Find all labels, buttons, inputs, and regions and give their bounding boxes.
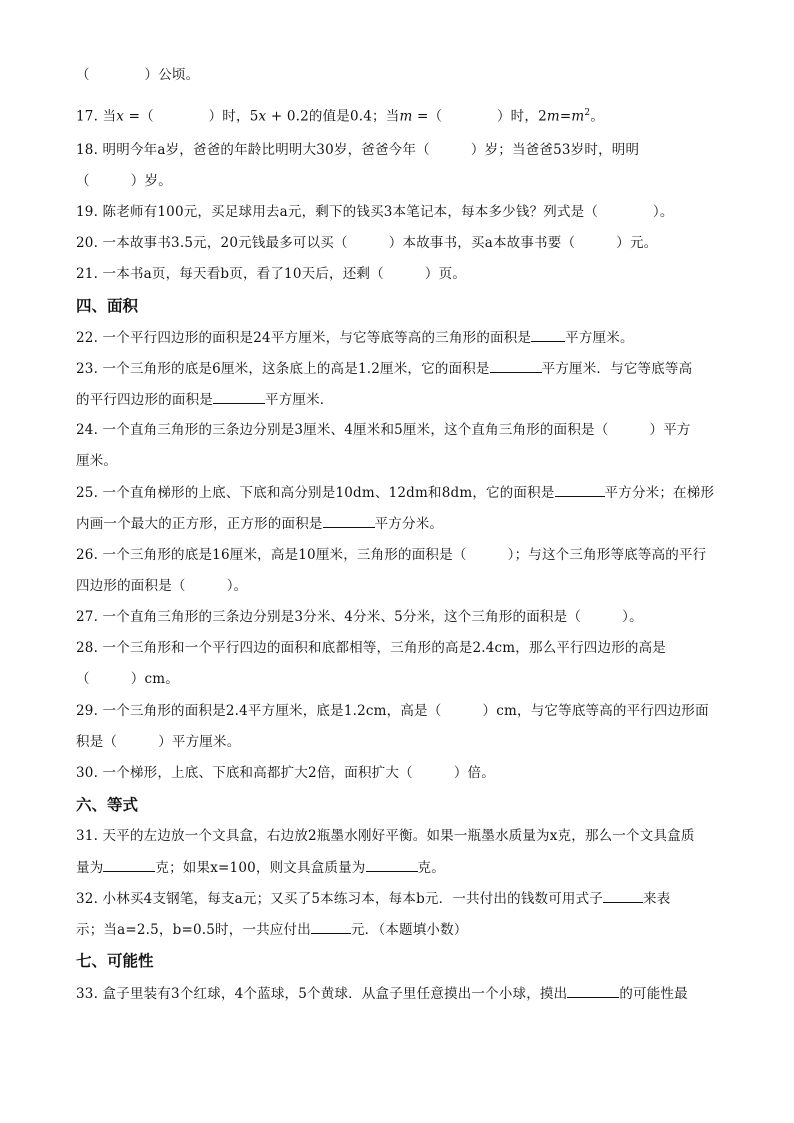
question-26-line2 (76, 577, 247, 595)
question-27 (76, 608, 643, 626)
question-23-line2 (76, 390, 334, 409)
math-var: m (399, 108, 413, 125)
answer-blank[interactable] (213, 390, 265, 404)
question-21 (76, 265, 466, 283)
text: 平方分米；在梯形 (604, 485, 715, 501)
question-20 (76, 234, 657, 252)
question-30 (76, 764, 495, 782)
question-18-line2 (76, 172, 172, 190)
answer-blank[interactable] (103, 858, 155, 872)
question-32-line2 (76, 920, 468, 939)
text: 来表 (643, 891, 671, 907)
answer-blank[interactable] (567, 984, 619, 998)
question-25-line1 (76, 483, 714, 502)
text: 元．（本题填小数） (350, 922, 468, 938)
text: （ ）岁。 (76, 173, 172, 189)
answer-blank[interactable] (531, 328, 565, 342)
text: =（ ）时，2 (412, 108, 547, 125)
text: （ ）cm。 (76, 671, 179, 687)
question-24-line1 (76, 421, 691, 439)
text: 23. 一个三角形的底是6厘米，这条底上的高是1.2厘米，它的面积是 (76, 361, 490, 377)
math-expr: m=m (546, 108, 585, 125)
q16-continuation (76, 66, 199, 84)
question-33 (76, 984, 688, 1003)
text: 克。 (417, 860, 445, 876)
text: =（ ）时，5 (124, 108, 259, 125)
question-19 (76, 203, 674, 221)
question-28-line2 (76, 670, 179, 688)
text: 17. 当 (76, 108, 117, 125)
question-29-line1 (76, 702, 709, 720)
answer-blank[interactable] (323, 514, 375, 528)
text: 31. 天平的左边放一个文具盒，右边放2瓶墨水刚好平衡。如果一瓶墨水质量为x克，那么一个文具盒质 (76, 828, 695, 844)
text: 32. 小林买4支钢笔，每支a元；又买了5本练习本，每本b元．一共付出的钱数可用式子 (76, 891, 604, 907)
question-22 (76, 328, 634, 347)
text: （ ）公顷。 (76, 67, 200, 83)
text: 18. 明明今年a岁，爸爸的年龄比明明大30岁，爸爸今年（ ）岁；当爸爸53岁时，明明 (76, 142, 640, 158)
section-heading-equation: 六、等式 (76, 796, 139, 814)
text: 内画一个最大的正方形，正方形的面积是 (76, 516, 323, 532)
text: 。 (590, 108, 605, 125)
text: 示；当a=2.5，b=0.5时，一共应付出 (76, 922, 311, 938)
question-18-line1 (76, 141, 639, 159)
text: 厘米。 (76, 453, 118, 469)
text: 的平行四边形的面积是 (76, 392, 213, 408)
question-24-line2 (76, 452, 117, 470)
text: 的可能性最 (619, 986, 688, 1002)
text: 四边形的面积是（ ）。 (76, 578, 248, 594)
question-31-line2 (76, 858, 445, 877)
text: + 0.2的值是0.4；当 (266, 108, 400, 125)
question-23-line1 (76, 359, 692, 378)
exponent: 2 (584, 108, 591, 118)
section-heading-area: 四、面积 (76, 297, 139, 315)
text: 平方厘米． (265, 392, 334, 408)
question-32-line1 (76, 889, 670, 908)
text: 平方分米。 (374, 516, 444, 532)
question-26-line1 (76, 546, 706, 564)
section-heading-probability: 七、可能性 (76, 952, 154, 970)
text: 19. 陈老师有100元，买足球用去a元，剩下的钱买3本笔记本，每本多少钱？列式是（ ）。 (76, 204, 674, 220)
text: 量为 (76, 860, 104, 876)
text: 28. 一个三角形和一个平行四边的面积和底都相等，三角形的高是2.4cm，那么平行四边形的高是 (76, 640, 666, 656)
text: 平方厘米．与它等底等高 (541, 361, 693, 377)
text: 30. 一个梯形，上底、下底和高都扩大2倍，面积扩大（ ）倍。 (76, 765, 495, 781)
math-var: x (258, 108, 267, 125)
question-31-line1 (76, 827, 695, 845)
text: 平方厘米。 (565, 330, 634, 346)
question-28-line1 (76, 639, 666, 657)
text: 33. 盒子里装有3个红球，4个蓝球，5个黄球．从盒子里任意摸出一个小球，摸出 (76, 986, 568, 1002)
answer-blank[interactable] (366, 858, 418, 872)
text: 26. 一个三角形的底是16厘米，高是10厘米，三角形的面积是（ ）；与这个三角形等底等高的平行 (76, 547, 707, 563)
answer-blank[interactable] (490, 359, 542, 373)
answer-blank[interactable] (603, 889, 643, 903)
text: 22. 一个平行四边形的面积是24平方厘米，与它等底等高的三角形的面积是 (76, 330, 532, 346)
question-29-line2 (76, 733, 240, 751)
text: 积是（ ）平方厘米。 (76, 734, 241, 750)
math-var: x (116, 108, 125, 125)
answer-blank[interactable] (311, 920, 351, 934)
text: 克；如果x=100，则文具盒质量为 (155, 860, 366, 876)
text: 29. 一个三角形的面积是2.4平方厘米，底是1.2cm，高是（ ）cm，与它等底等高的平行四边形面 (76, 703, 709, 719)
text: 20. 一本故事书3.5元，20元钱最多可以买（ ）本故事书，买a本故事书要（ ）元。 (76, 235, 658, 251)
text: 25. 一个直角梯形的上底、下底和高分别是10dm、12dm和8dm，它的面积是 (76, 485, 555, 501)
text: 21. 一本书a页，每天看b页，看了10天后，还剩（ ）页。 (76, 266, 467, 282)
text: 24. 一个直角三角形的三条边分别是3厘米、4厘米和5厘米，这个直角三角形的面积是（ ）平方 (76, 422, 691, 438)
text: 27. 一个直角三角形的三条边分别是3分米、4分米、5分米，这个三角形的面积是（ ）。 (76, 609, 643, 625)
question-17 (76, 104, 604, 126)
answer-blank[interactable] (555, 483, 605, 497)
question-25-line2 (76, 514, 443, 533)
